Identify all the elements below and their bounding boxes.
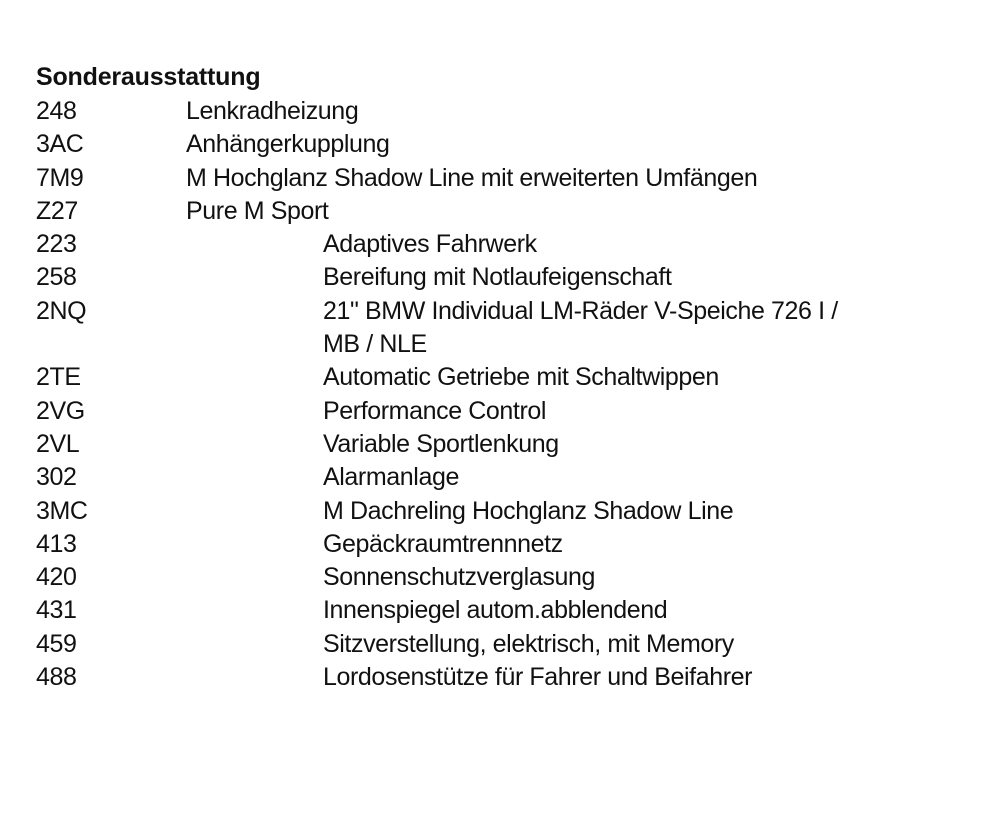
option-description <box>323 561 595 594</box>
option-description <box>323 395 546 428</box>
option-description <box>186 195 328 228</box>
list-item <box>36 461 976 494</box>
option-description-line: Pure M Sport <box>186 196 329 225</box>
option-code: 413 <box>36 529 77 558</box>
option-code: 2NQ <box>36 296 87 325</box>
option-code: 2VL <box>36 429 80 458</box>
option-code: 2TE <box>36 363 81 392</box>
option-description <box>323 495 733 528</box>
option-description <box>323 661 752 694</box>
option-description <box>323 361 719 394</box>
option-description <box>323 261 672 294</box>
list-item <box>36 361 976 394</box>
option-code: 302 <box>36 463 77 492</box>
option-code: 420 <box>36 563 77 592</box>
option-description-line: Automatic Getriebe mit Schaltwippen <box>323 363 719 392</box>
option-code: 459 <box>36 629 77 658</box>
option-description-line: Sonnenschutzverglasung <box>323 563 595 592</box>
option-code: 431 <box>36 596 77 625</box>
option-description <box>323 628 734 661</box>
option-code: 7M9 <box>36 163 84 192</box>
list-item <box>36 261 976 294</box>
option-description-line: MB / NLE <box>323 330 427 359</box>
option-description-line: Gepäckraumtrennnetz <box>323 529 563 558</box>
option-code: 3MC <box>36 496 88 525</box>
option-description <box>323 594 667 627</box>
option-description-line: M Dachreling Hochglanz Shadow Line <box>323 496 734 525</box>
option-description-line: Anhängerkupplung <box>186 130 390 159</box>
option-description <box>323 228 537 261</box>
option-code: 488 <box>36 663 77 692</box>
option-code: 248 <box>36 97 77 125</box>
option-description <box>186 95 358 128</box>
option-description <box>323 428 559 461</box>
option-code: 2VG <box>36 396 85 425</box>
option-code: 3AC <box>36 130 84 159</box>
list-item <box>36 561 976 594</box>
option-description-line: Bereifung mit Notlaufeigenschaft <box>323 263 672 292</box>
equipment-document <box>36 62 976 694</box>
option-description-line: 21" BMW Individual LM-Räder V-Speiche 726 I / <box>323 296 838 325</box>
option-description-line: Adaptives Fahrwerk <box>323 230 537 259</box>
option-code: 223 <box>36 230 77 259</box>
list-item <box>36 428 976 461</box>
list-item <box>36 661 976 694</box>
option-description <box>323 528 563 561</box>
list-item <box>36 195 976 228</box>
option-description <box>323 295 838 362</box>
equipment-list <box>36 95 976 694</box>
option-description <box>323 461 459 494</box>
list-item <box>36 95 976 128</box>
option-description-line: Sitzverstellung, elektrisch, mit Memory <box>323 629 734 658</box>
list-item <box>36 162 976 195</box>
option-description <box>186 162 757 195</box>
option-description-line: Alarmanlage <box>323 463 459 492</box>
list-item <box>36 295 976 362</box>
option-description-line: Lordosenstütze für Fahrer und Beifahrer <box>323 663 753 692</box>
list-item <box>36 128 976 161</box>
option-description-line: Performance Control <box>323 396 547 425</box>
list-item <box>36 628 976 661</box>
section-title: Sonderausstattung <box>36 63 261 91</box>
list-item <box>36 395 976 428</box>
option-description-line: Innenspiegel autom.abblendend <box>323 596 668 625</box>
option-description-line: M Hochglanz Shadow Line mit erweiterten Umfängen <box>186 163 758 192</box>
list-item <box>36 594 976 627</box>
option-code: Z27 <box>36 196 78 225</box>
option-description-line: Lenkradheizung <box>186 97 359 125</box>
list-item <box>36 495 976 528</box>
list-item <box>36 528 976 561</box>
option-description <box>186 128 390 161</box>
list-item <box>36 228 976 261</box>
option-code: 258 <box>36 263 77 292</box>
option-description-line: Variable Sportlenkung <box>323 429 559 458</box>
